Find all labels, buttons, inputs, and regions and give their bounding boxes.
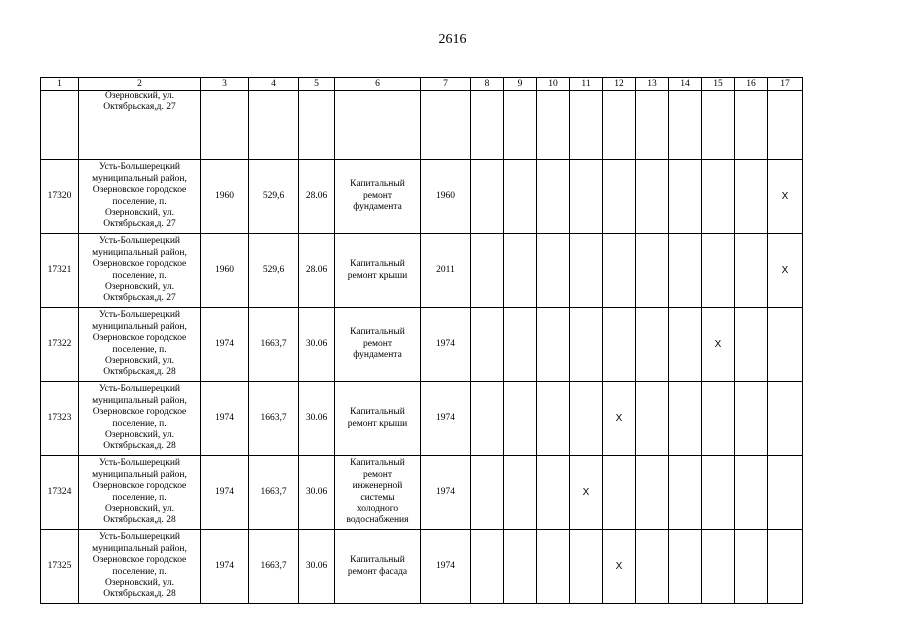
work-type-line: холодного: [356, 503, 399, 514]
row-id-cell: 17322: [41, 308, 79, 382]
table-row: [41, 308, 803, 382]
column-5-cell: 30.06: [299, 456, 335, 530]
year-built-cell: 1974: [201, 456, 249, 530]
mark-cell: X: [570, 456, 603, 530]
table-cell: [735, 234, 768, 308]
column-5-cell: 28.06: [299, 160, 335, 234]
table-cell: [702, 530, 735, 604]
address-line: Октябрьская,д. 28: [103, 367, 176, 378]
mark-cell: X: [768, 234, 803, 308]
repair-year-cell: 2011: [421, 234, 471, 308]
column-number: 8: [471, 78, 504, 91]
row-id-cell: 17325: [41, 530, 79, 604]
column-number: 3: [201, 78, 249, 91]
area-cell: 1663,7: [249, 308, 299, 382]
row-id-cell: 17321: [41, 234, 79, 308]
table-cell: [735, 308, 768, 382]
table-cell: [735, 160, 768, 234]
table-cell: [570, 382, 603, 456]
address-line: Озерновское городское: [92, 333, 187, 344]
table-cell: [537, 456, 570, 530]
table-cell: [669, 456, 702, 530]
address-line: Озерновский, ул.: [104, 503, 175, 514]
work-type-line: Капитальный: [350, 327, 405, 338]
address-line: Озерновское городское: [92, 555, 187, 566]
table-cell: [768, 382, 803, 456]
table-cell: [603, 234, 636, 308]
table-cell: [702, 456, 735, 530]
table-cell: [537, 91, 570, 160]
table-row: [41, 456, 803, 530]
table-cell: [636, 308, 669, 382]
address-line: Усть-Большерецкий: [99, 384, 180, 395]
column-5-cell: 30.06: [299, 530, 335, 604]
work-type-line: фундамента: [353, 202, 402, 213]
work-type-line: Капитальный: [350, 407, 405, 418]
table-cell: [471, 91, 504, 160]
address-line: Усть-Большерецкий: [99, 310, 180, 321]
address-line: муниципальный район,: [92, 173, 187, 184]
table-cell: [603, 456, 636, 530]
work-type-line: ремонт: [363, 469, 392, 480]
table-body: [41, 78, 803, 604]
work-type-cell: [335, 382, 421, 456]
column-number: 16: [735, 78, 768, 91]
table-cell: [504, 234, 537, 308]
address-line: Усть-Большерецкий: [99, 532, 180, 543]
address-line: Усть-Большерецкий: [99, 236, 180, 247]
continuation-row: [41, 91, 803, 160]
table-cell: [421, 91, 471, 160]
table-cell: [570, 91, 603, 160]
table-cell: [636, 456, 669, 530]
table-cell: [504, 160, 537, 234]
work-type-line: инженерной: [352, 481, 403, 492]
year-built-cell: 1974: [201, 530, 249, 604]
address-line: Октябрьская,д. 27: [103, 102, 176, 113]
repair-year-cell: 1974: [421, 530, 471, 604]
work-type-line: водоснабжения: [346, 515, 409, 526]
work-type-line: ремонт: [363, 190, 392, 201]
table-cell: [735, 456, 768, 530]
address-line: Октябрьская,д. 28: [103, 589, 176, 600]
table-cell: [603, 308, 636, 382]
work-type-cell: [335, 160, 421, 234]
table-cell: [768, 308, 803, 382]
table-cell: [669, 234, 702, 308]
table-cell: [669, 160, 702, 234]
table-cell: [471, 308, 504, 382]
year-built-cell: 1974: [201, 382, 249, 456]
table-cell: [735, 91, 768, 160]
table-cell: [299, 91, 335, 160]
table-cell: [603, 91, 636, 160]
address-line: Озерновский, ул.: [104, 577, 175, 588]
table-cell: [570, 234, 603, 308]
area-cell: 1663,7: [249, 382, 299, 456]
page-number: 2616: [438, 32, 467, 47]
row-id-cell: 17324: [41, 456, 79, 530]
table-cell: [537, 160, 570, 234]
address-line: Озерновский, ул.: [104, 429, 175, 440]
table-cell: [201, 91, 249, 160]
table-cell: [471, 234, 504, 308]
work-type-cell: [335, 456, 421, 530]
mark-cell: X: [768, 160, 803, 234]
table-cell: [603, 160, 636, 234]
table-row: [41, 234, 803, 308]
address-line: Октябрьская,д. 28: [103, 515, 176, 526]
work-type-line: Капитальный: [350, 555, 405, 566]
table-cell: [669, 308, 702, 382]
address-line: поселение, п.: [112, 270, 167, 281]
repair-year-cell: 1974: [421, 308, 471, 382]
table-cell: [702, 91, 735, 160]
table-cell: [636, 160, 669, 234]
table-cell: [768, 456, 803, 530]
column-5-cell: 28.06: [299, 234, 335, 308]
column-number: 11: [570, 78, 603, 91]
table-cell: [768, 91, 803, 160]
work-type-line: Капитальный: [350, 259, 405, 270]
table-cell: [702, 160, 735, 234]
row-id-cell: 17320: [41, 160, 79, 234]
column-number: 14: [669, 78, 702, 91]
table-cell: [570, 530, 603, 604]
address-line: Октябрьская,д. 27: [103, 219, 176, 230]
work-type-cell: [335, 530, 421, 604]
column-number: 1: [41, 78, 79, 91]
column-number: 5: [299, 78, 335, 91]
work-type-line: Капитальный: [350, 458, 405, 469]
work-type-line: ремонт крыши: [347, 270, 408, 281]
work-type-cell: [335, 234, 421, 308]
repair-year-cell: 1960: [421, 160, 471, 234]
column-number: 15: [702, 78, 735, 91]
address-line: Усть-Большерецкий: [99, 162, 180, 173]
table-cell: [735, 382, 768, 456]
address-line: Озерновское городское: [92, 185, 187, 196]
table-cell: [537, 382, 570, 456]
table-cell: [702, 234, 735, 308]
table-cell: [735, 530, 768, 604]
work-type-line: ремонт фасада: [347, 566, 408, 577]
column-number: 6: [335, 78, 421, 91]
address-cell: [79, 234, 201, 308]
repair-year-cell: 1974: [421, 382, 471, 456]
address-line: муниципальный район,: [92, 469, 187, 480]
table-cell: [249, 91, 299, 160]
year-built-cell: 1960: [201, 234, 249, 308]
mark-cell: X: [603, 382, 636, 456]
table-cell: [504, 382, 537, 456]
table-cell: [702, 382, 735, 456]
table-cell: [471, 160, 504, 234]
row-id-cell: 17323: [41, 382, 79, 456]
address-cell: [79, 382, 201, 456]
work-type-cell: [335, 308, 421, 382]
table-cell: [537, 308, 570, 382]
address-line: Октябрьская,д. 28: [103, 441, 176, 452]
work-type-line: системы: [360, 492, 395, 503]
column-number: 12: [603, 78, 636, 91]
year-built-cell: 1960: [201, 160, 249, 234]
table-cell: [504, 308, 537, 382]
repair-year-cell: 1974: [421, 456, 471, 530]
address-line: поселение, п.: [112, 196, 167, 207]
address-line: поселение, п.: [112, 566, 167, 577]
address-cell: [79, 160, 201, 234]
address-line: Озерновское городское: [92, 407, 187, 418]
table-cell: [636, 530, 669, 604]
address-line: Озерновское городское: [92, 259, 187, 270]
address-cell: [79, 308, 201, 382]
table-cell: [636, 382, 669, 456]
column-number: 17: [768, 78, 803, 91]
table-row: [41, 160, 803, 234]
address-cell: [79, 91, 201, 160]
address-line: Озерновский, ул.: [104, 281, 175, 292]
table-cell: [504, 456, 537, 530]
column-5-cell: 30.06: [299, 308, 335, 382]
address-line: Октябрьская,д. 27: [103, 293, 176, 304]
year-built-cell: 1974: [201, 308, 249, 382]
address-line: Озерновское городское: [92, 481, 187, 492]
table-cell: [471, 456, 504, 530]
column-number: 9: [504, 78, 537, 91]
address-cell: [79, 456, 201, 530]
address-line: поселение, п.: [112, 418, 167, 429]
work-type-line: ремонт крыши: [347, 418, 408, 429]
table-cell: [570, 160, 603, 234]
address-line: поселение, п.: [112, 492, 167, 503]
mark-cell: X: [603, 530, 636, 604]
work-type-line: ремонт: [363, 338, 392, 349]
column-number: 2: [79, 78, 201, 91]
table-cell: [768, 530, 803, 604]
table-cell: [669, 530, 702, 604]
address-line: Озерновский, ул.: [104, 91, 175, 101]
address-line: Усть-Большерецкий: [99, 458, 180, 469]
table-cell: [636, 91, 669, 160]
table-cell: [537, 530, 570, 604]
area-cell: 1663,7: [249, 456, 299, 530]
table-cell: [669, 382, 702, 456]
table-row: [41, 530, 803, 604]
column-number: 13: [636, 78, 669, 91]
table-cell: [471, 530, 504, 604]
address-line: муниципальный район,: [92, 321, 187, 332]
table-row: [41, 382, 803, 456]
address-line: Озерновский, ул.: [104, 207, 175, 218]
area-cell: 529,6: [249, 160, 299, 234]
column-number-row: [41, 78, 803, 91]
column-5-cell: 30.06: [299, 382, 335, 456]
table-cell: [471, 382, 504, 456]
area-cell: 1663,7: [249, 530, 299, 604]
address-line: муниципальный район,: [92, 395, 187, 406]
address-line: Озерновский, ул.: [104, 355, 175, 366]
address-line: муниципальный район,: [92, 247, 187, 258]
table-cell: [335, 91, 421, 160]
area-cell: 529,6: [249, 234, 299, 308]
table-cell: [41, 91, 79, 160]
work-type-line: Капитальный: [350, 179, 405, 190]
table-cell: [636, 234, 669, 308]
mark-cell: X: [702, 308, 735, 382]
address-cell: [79, 530, 201, 604]
table-cell: [669, 91, 702, 160]
column-number: 4: [249, 78, 299, 91]
address-line: поселение, п.: [112, 344, 167, 355]
table-cell: [504, 530, 537, 604]
column-number: 7: [421, 78, 471, 91]
work-type-line: фундамента: [353, 350, 402, 361]
table-cell: [537, 234, 570, 308]
table-cell: [504, 91, 537, 160]
address-line: муниципальный район,: [92, 543, 187, 554]
table-cell: [570, 308, 603, 382]
repair-register-table: [40, 77, 803, 604]
column-number: 10: [537, 78, 570, 91]
